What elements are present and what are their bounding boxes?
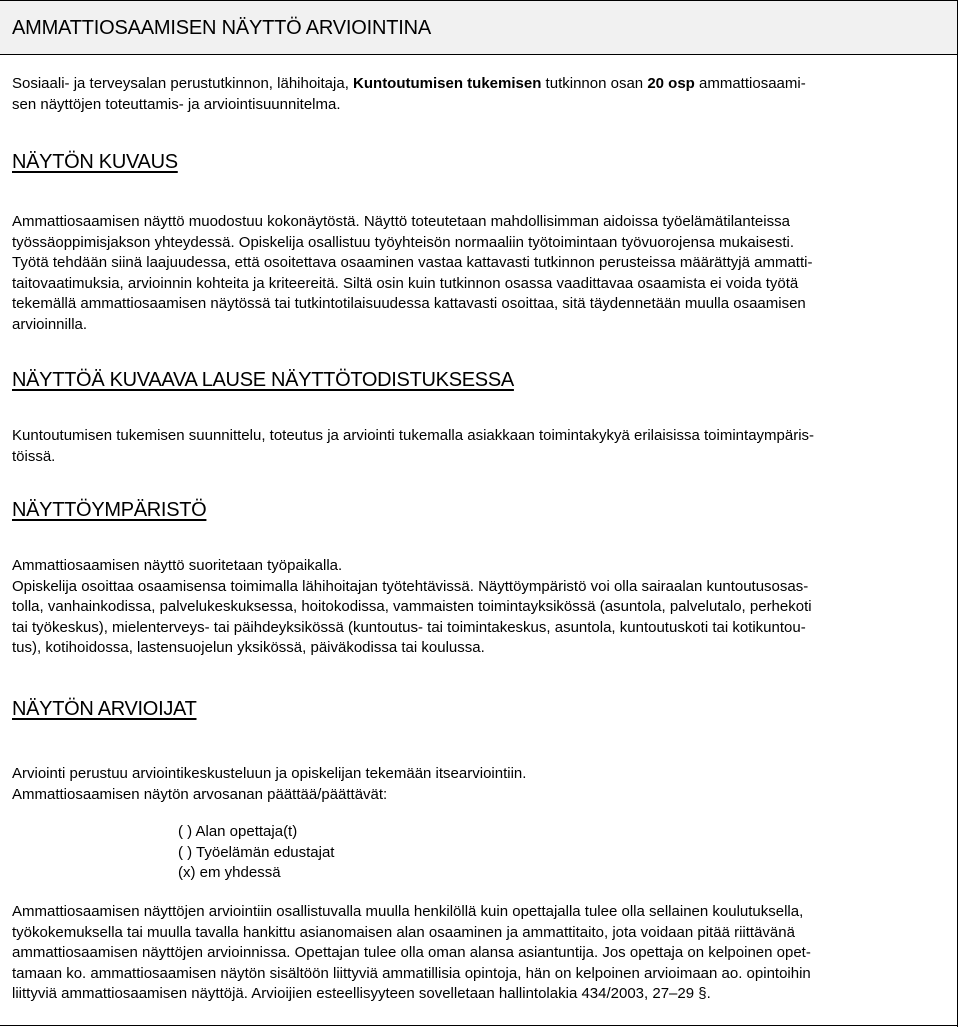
option-em-yhdessa: (x) em yhdessä xyxy=(178,864,281,881)
kuvaus-line: Ammattiosaamisen näyttö muodostuu kokonäytöstä. Näyttö toteutetaan mahdollisimman aidoissa työelämätilanteissa xyxy=(12,213,790,230)
kuvaus-line: arvioinnilla. xyxy=(12,315,88,333)
arvioijat-closing-paragraph xyxy=(12,902,946,1005)
ymparisto-line: tai työkeskus), mielenterveys- tai päihdeyksikössä (kuntoutus- tai toimintakeskus, asuntola, kuntoutuskoti tai kotikuntou- xyxy=(12,618,806,636)
intro-unit-name: Kuntoutumisen tukemisen xyxy=(353,75,542,92)
option-tyoelaman-edustajat: ( ) Työelämän edustajat xyxy=(178,843,335,861)
kuvaus-line: Työtä tehdään siinä laajuudessa, että osoitettava osaaminen vastaa kattavasti tutkinnon perusteissa määrättyjä ammatti- xyxy=(12,254,813,271)
kuvaus-line: taitovaatimuksia, arvioinnin kohteita ja kriteereitä. Siltä osin kuin tutkinnon osassa vaadittavaa osaamista ei voida työtä xyxy=(12,274,799,292)
lause-line: töissä. xyxy=(12,447,56,465)
document-title: AMMATTIOSAAMISEN NÄYTTÖ ARVIOINTINA xyxy=(12,17,431,39)
title-box xyxy=(0,0,958,55)
ymparisto-line: tus), kotihoidossa, lastensuojelun yksikössä, päiväkodissa tai koulussa. xyxy=(12,639,485,656)
heading-nayttoa-kuvaava-lause: NÄYTTÖÄ KUVAAVA LAUSE NÄYTTÖTODISTUKSESSA xyxy=(12,369,514,391)
closing-line: työkokemuksella tai muulla tavalla hankittu asianomaisen alan osaaminen ja ammattitaito, jota voidaan pitää riittävänä xyxy=(12,923,795,941)
closing-line: liittyviä ammattiosaamisen näyttöjä. Arvioijien esteellisyyteen sovelletaan hallintolakia 434/2003, 27–29 §. xyxy=(12,985,711,1002)
heading-nayttoymparisto: NÄYTTÖYMPÄRISTÖ xyxy=(12,499,207,521)
intro-line-1 xyxy=(12,74,946,95)
kuvaus-line: työssäoppimisjakson yhteydessä. Opiskelija osallistuu työyhteisön normaaliin työtoimintaan työvuorojensa mukaisesti. xyxy=(12,233,795,251)
lause-line: Kuntoutumisen tukemisen suunnittelu, toteutus ja arviointi tukemalla asiakkaan toimintakykyä erilaisissa toimintaympäris- xyxy=(12,427,815,444)
heading-naytton-kuvaus: NÄYTÖN KUVAUS xyxy=(12,151,178,173)
lause-paragraph xyxy=(12,426,946,467)
arvioijat-line: Ammattiosaamisen näytön arvosanan päättää/päättävät: xyxy=(12,785,388,803)
ymparisto-line: Opiskelija osoittaa osaamisensa toimimalla lähihoitajan työtehtävissä. Näyttöympäristö voi olla sairaalan kuntoutusosas- xyxy=(12,577,809,595)
intro-text-mid: tutkinnon osan xyxy=(541,75,648,92)
frame-bottom-border xyxy=(0,1025,958,1026)
document-frame xyxy=(0,55,958,1027)
intro-text-pre: Sosiaali- ja terveysalan perustutkinnon, lähihoitaja, xyxy=(12,75,354,92)
intro-paragraph xyxy=(12,74,946,115)
closing-line: tamaan ko. ammattiosaamisen näytön sisältöön liittyviä ammatillisia opintoja, hän on kelpoinen arvioimaan ao. opintoihin xyxy=(12,964,811,982)
closing-line: Ammattiosaamisen näyttöjen arviointiin osallistuvalla muulla henkilöllä kuin opettajalla tulee olla sellainen koulutuksella, xyxy=(12,903,804,920)
kuvaus-paragraph xyxy=(12,212,946,335)
intro-line-2: sen näyttöjen toteuttamis- ja arviointisuunnitelma. xyxy=(12,95,341,113)
ymparisto-paragraph xyxy=(12,556,946,659)
intro-text-post: ammattiosaami- xyxy=(694,75,806,92)
assessor-options xyxy=(178,822,334,884)
option-alan-opettaja: ( ) Alan opettaja(t) xyxy=(178,823,298,840)
intro-credits: 20 osp xyxy=(647,75,695,92)
arvioijat-line: Arviointi perustuu arviointikeskusteluun ja opiskelijan tekemään itsearviointiin. xyxy=(12,765,527,782)
ymparisto-line: tolla, vanhainkodissa, palvelukeskuksessa, hoitokodissa, vammaisten toimintayksikössä (asuntola, palvelutalo, perhekoti xyxy=(12,598,812,615)
arvioijat-paragraph xyxy=(12,764,946,805)
kuvaus-line: tekemällä ammattiosaamisen näytössä tai tutkintotilaisuudessa kattavasti osoittaa, sitä täydennetään muulla osaamisen xyxy=(12,295,806,312)
heading-nayton-arvioijat: NÄYTÖN ARVIOIJAT xyxy=(12,698,197,720)
ymparisto-line: Ammattiosaamisen näyttö suoritetaan työpaikalla. xyxy=(12,557,343,574)
closing-line: ammattiosaamisen näyttöjen arvioinnissa. Opettajan tulee olla oman alansa asiantuntija. Jos opettaja on kelpoinen opet- xyxy=(12,944,811,961)
